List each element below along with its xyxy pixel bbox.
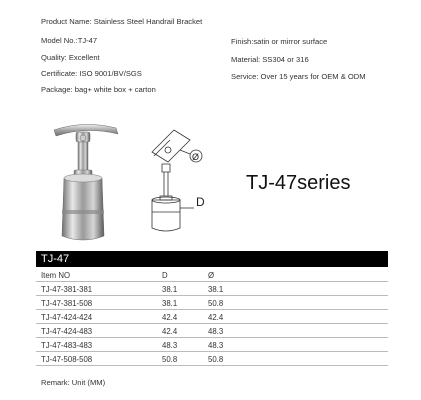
header-d: D — [162, 271, 168, 280]
table-title: TJ-47 — [41, 253, 70, 265]
cell-item-no: TJ-47-483-483 — [41, 341, 93, 350]
table-header-row — [36, 268, 388, 282]
remark-note: Remark: Unit (MM) — [41, 378, 106, 387]
cell-item-no: TJ-47-508-508 — [41, 355, 93, 364]
spec-quality: Quality: Excellent — [41, 53, 100, 62]
cell-item-no: TJ-47-381-508 — [41, 299, 93, 308]
spec-finish: Finish:satin or mirror surface — [231, 37, 328, 46]
spec-certificate: Certificate: ISO 9001/BV/SGS — [41, 69, 142, 78]
cell-diameter: 50.8 — [208, 355, 224, 364]
spec-product-name: Product Name: Stainless Steel Handrail Bracket — [41, 17, 203, 26]
d-dimension-label: D — [196, 195, 205, 209]
table-title-bar — [36, 251, 388, 267]
cell-item-no: TJ-47-424-483 — [41, 327, 93, 336]
table-row — [36, 296, 388, 310]
table-row — [36, 352, 388, 366]
cell-d: 50.8 — [162, 355, 178, 364]
spec-package: Package: bag+ white box + carton — [41, 85, 156, 94]
cell-d: 42.4 — [162, 327, 178, 336]
header-item-no: Item NO — [41, 271, 71, 280]
spec-material: Material: SS304 or 316 — [231, 55, 309, 64]
cell-diameter: 48.3 — [208, 327, 224, 336]
cell-item-no: TJ-47-381-381 — [41, 285, 93, 294]
table-row — [36, 310, 388, 324]
cell-d: 42.4 — [162, 313, 178, 322]
spec-model-no: Model No.:TJ-47 — [41, 36, 98, 45]
cell-diameter: 50.8 — [208, 299, 224, 308]
cell-diameter: 48.3 — [208, 341, 224, 350]
series-title: TJ-47series — [246, 172, 351, 194]
spec-service: Service: Over 15 years for OEM & ODM — [231, 72, 366, 81]
cell-diameter: 38.1 — [208, 285, 224, 294]
cell-item-no: TJ-47-424-424 — [41, 313, 93, 322]
table-row — [36, 324, 388, 338]
cell-d: 38.1 — [162, 299, 178, 308]
diameter-symbol: Ø — [192, 152, 200, 162]
table-row — [36, 282, 388, 296]
table-row — [36, 338, 388, 352]
cell-d: 48.3 — [162, 341, 178, 350]
cell-diameter: 42.4 — [208, 313, 224, 322]
header-diameter: Ø — [208, 271, 215, 280]
product-photo — [48, 108, 128, 248]
product-line-drawing — [140, 110, 225, 250]
cell-d: 38.1 — [162, 285, 178, 294]
